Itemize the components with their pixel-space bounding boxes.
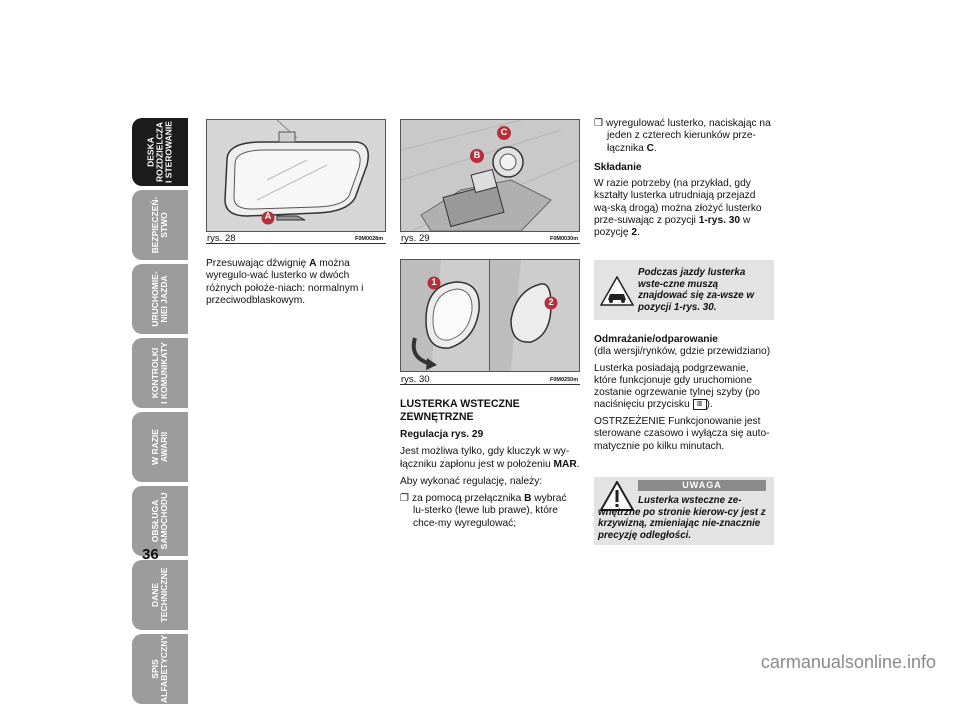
text-run: . xyxy=(637,227,640,239)
right-column-text xyxy=(594,118,774,240)
text-run: w pozycję xyxy=(594,215,751,239)
marker-b: B xyxy=(473,150,481,160)
text-run: Jest możliwa tylko, gdy kluczyk w wy-łączniku zapłonu jest w położeniu xyxy=(400,446,570,470)
folding-mirror-illustration xyxy=(401,260,579,371)
bullet-item xyxy=(594,118,774,155)
warning-title: UWAGA xyxy=(638,480,766,491)
warning-box xyxy=(594,477,774,545)
tab-label: KONTROLKI I KOMUNIKATY xyxy=(150,342,169,404)
bullet-item xyxy=(400,493,580,530)
text-run: wybrać lu-sterko (lewe lub prawe), które chce-my wyregulować; xyxy=(413,493,567,529)
figure-rys-28 xyxy=(206,119,386,232)
text-run: Lusterka posiadają podgrzewanie, które funkcjonuje gdy uruchomione zostanie ogrzewanie tylnej szyby (po naciśnięciu przycisku xyxy=(594,362,760,411)
paragraph: (dla wersji/rynków, gdzie przewidziano) xyxy=(594,346,771,358)
mirror-switch-illustration xyxy=(401,120,579,231)
text-bold: C xyxy=(646,142,654,154)
subheading: Odmrażanie/odparowanie xyxy=(594,334,718,345)
text-bold: 2 xyxy=(631,227,638,239)
tab-emergency[interactable] xyxy=(132,412,188,482)
text-run: Przesuwając dźwignię xyxy=(206,258,310,269)
tab-maintenance[interactable] xyxy=(132,486,188,556)
marker-c: C xyxy=(500,127,508,137)
text-bold: 1-rys. 30 xyxy=(698,215,741,227)
watermark: carmanualsonline.info xyxy=(760,652,936,672)
defrost-section xyxy=(594,334,774,453)
marker-a: A xyxy=(264,211,272,221)
tab-dashboard[interactable] xyxy=(132,118,188,186)
figure-rys-30 xyxy=(400,259,580,372)
tab-label: BEZPIECZEŃ- STWO xyxy=(150,196,169,254)
tab-driving[interactable] xyxy=(132,264,188,334)
text-run: ). xyxy=(706,399,713,411)
tab-technical-data[interactable] xyxy=(132,560,188,630)
text-bold: B xyxy=(524,493,532,505)
text-run: można wyregulo-wać lusterko w dwóch różnych położe-niach: normalnym i przeciwodblaskowym. xyxy=(206,258,364,306)
rear-defrost-icon: ▥ xyxy=(693,399,707,410)
text-run: . xyxy=(576,458,580,470)
tab-label: OBSŁUGA SAMOCHODU xyxy=(150,492,169,550)
text-bold: A xyxy=(309,258,317,269)
paragraph: OSTRZEŻENIE Funkcjonowanie jest sterowane czasowo i wyłącza się auto-matycznie po kilku minutach. xyxy=(594,415,770,452)
warning-text: Lusterka wsteczne ze-wnętrzne po stronie kierow-cy jest z krzywizną, zmieniając nie-znacznie precyzję odległości. xyxy=(598,495,766,541)
paragraph xyxy=(594,178,774,239)
figure-code: F0M0030m xyxy=(550,236,579,242)
tab-warning-lights[interactable] xyxy=(132,338,188,408)
interior-mirror-illustration xyxy=(207,120,385,231)
page-number: 36 xyxy=(142,546,159,563)
figure-code: F0M0250m xyxy=(550,377,579,383)
text-run: wyregulować lusterko, naciskając na jeden z czterech kierunków prze-łącznika xyxy=(605,118,771,154)
marker-2: 2 xyxy=(548,297,554,307)
paragraph xyxy=(594,363,774,412)
paragraph: Aby wykonać regulację, należy: xyxy=(400,475,543,487)
middle-column-text xyxy=(400,398,580,530)
left-column-text xyxy=(206,258,386,307)
figure-label: rys. 30 xyxy=(401,374,430,385)
text-run: W razie potrzeby (na przykład, gdy kształty lusterka utrudniają przejazd wą-ską drogą) można złożyć lusterko prze-suwając z pozycji xyxy=(594,178,762,227)
text-run: . xyxy=(654,142,657,154)
tab-index[interactable] xyxy=(132,634,188,704)
marker-1: 1 xyxy=(431,277,437,287)
subheading: Regulacja rys. 29 xyxy=(400,429,484,440)
paragraph xyxy=(400,446,580,471)
figure-label: rys. 29 xyxy=(401,233,430,244)
tab-label: URUCHOMIE- NIEI JAZDA xyxy=(150,271,169,327)
note-box xyxy=(594,260,774,320)
text-run: za pomocą przełącznika xyxy=(411,493,525,505)
figure-label: rys. 28 xyxy=(207,233,236,244)
text-bold: MAR xyxy=(553,458,577,470)
subheading: Składanie xyxy=(594,161,642,173)
paragraph xyxy=(206,258,386,307)
checkbox-bullet-icon: ❐ xyxy=(594,118,606,129)
tab-label: W RAZIE AWARII xyxy=(150,429,169,465)
tab-label: SPIS ALFABETYCZNY xyxy=(150,635,169,703)
figure-rys-29 xyxy=(400,119,580,232)
note-text: Podczas jazdy lusterka wste-czne muszą znajdować się za-wsze w pozycji 1-rys. 30. xyxy=(638,267,754,313)
checkbox-bullet-icon: ❐ xyxy=(400,493,412,505)
section-heading: LUSTERKA WSTECZNE ZEWNĘTRZNE xyxy=(400,398,520,423)
tab-label: DANE TECHNICZNE xyxy=(150,567,169,623)
tab-safety[interactable] xyxy=(132,190,188,260)
tab-label: DESKA ROZDZIELCZA I STEROWANIE xyxy=(145,121,174,183)
car-warning-icon xyxy=(600,276,634,306)
figure-code: F0M0028m xyxy=(355,236,384,242)
